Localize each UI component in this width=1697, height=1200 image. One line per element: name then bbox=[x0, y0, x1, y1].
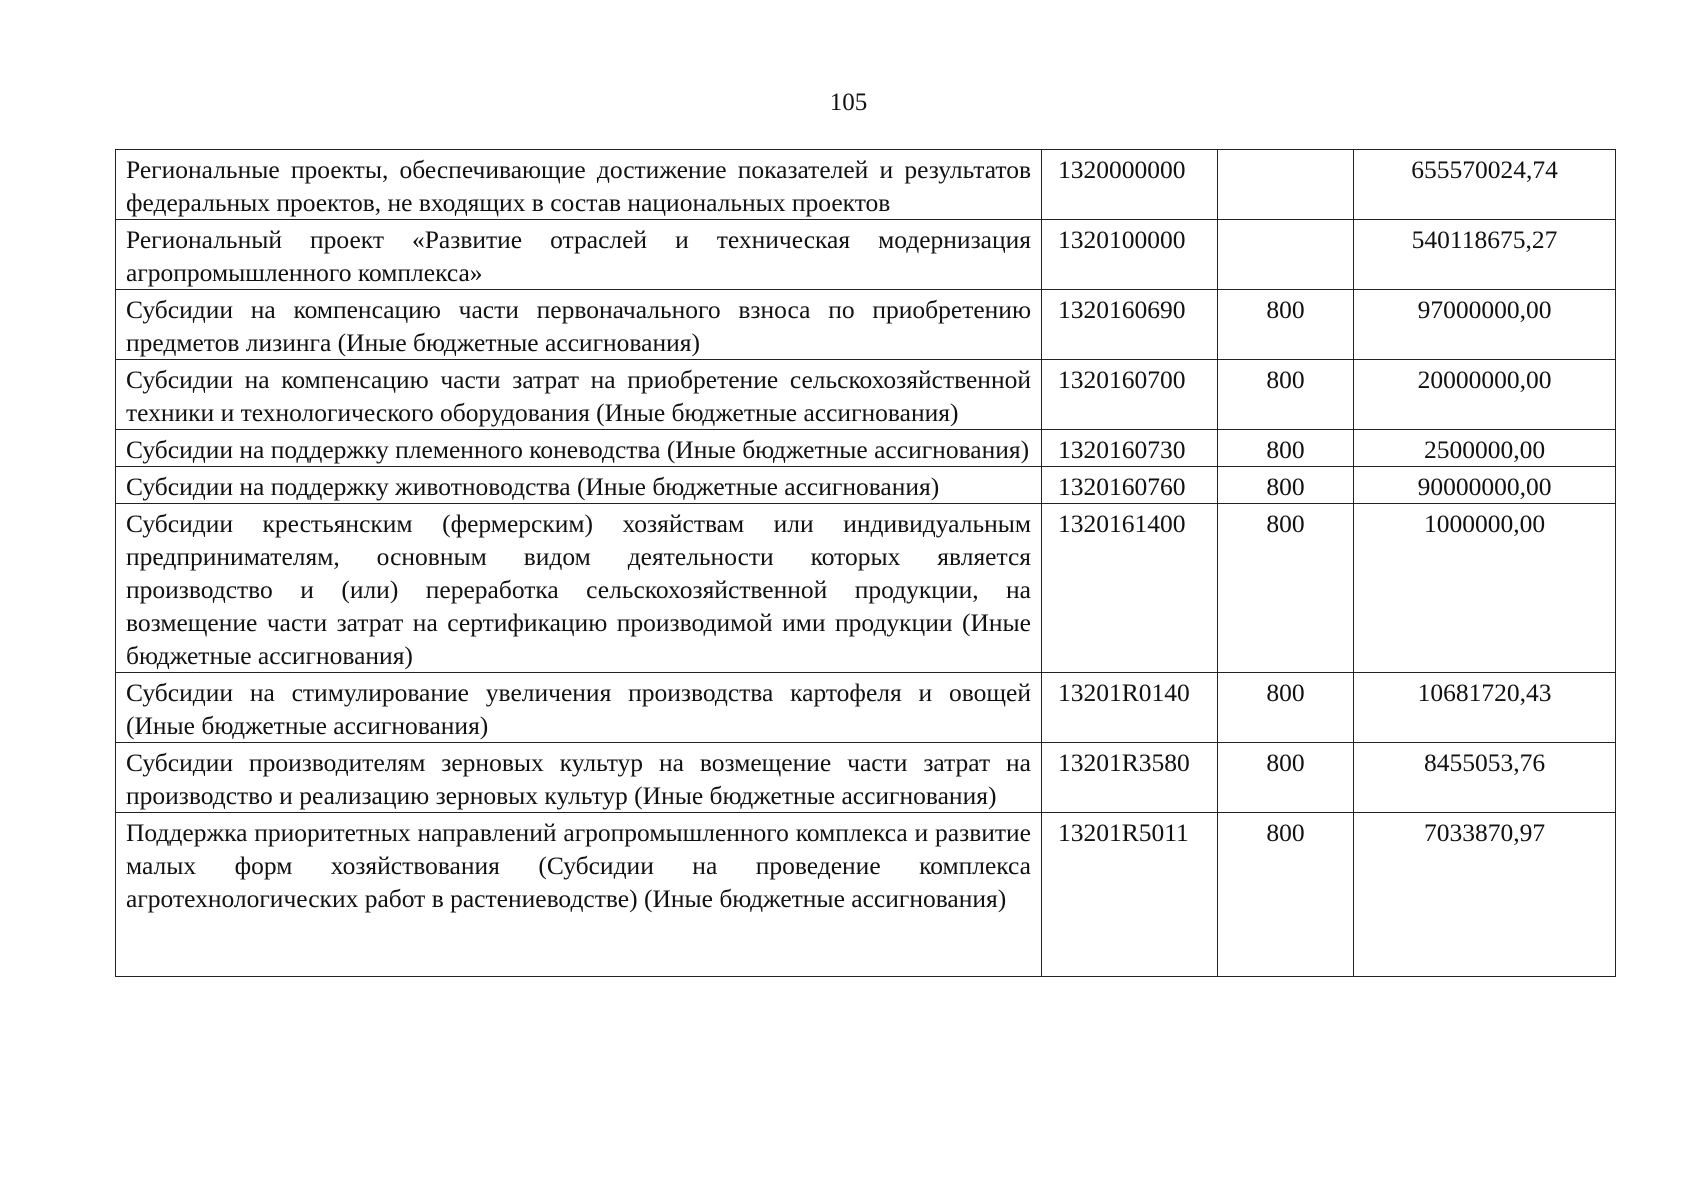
row-expense-type: 800 bbox=[1218, 430, 1354, 467]
row-description: Региональные проекты, обеспечивающие достижение показателей и результатов федеральных проектов, не входящих в состав национальных проектов bbox=[116, 150, 1042, 220]
row-amount: 8455053,76 bbox=[1354, 743, 1616, 813]
row-expense-type bbox=[1218, 150, 1354, 220]
row-code: 13201R5011 bbox=[1042, 813, 1218, 977]
row-description: Субсидии крестьянским (фермерским) хозяйствам или индивидуальным предпринимателям, основным видом деятельности которых является производство и (или) переработка сельскохозяйственной продукции, на возмещение части затрат на сертификацию производимой ими продукции (Иные бюджетные ассигнования) bbox=[116, 504, 1042, 673]
row-amount: 1000000,00 bbox=[1354, 504, 1616, 673]
row-code: 13201R3580 bbox=[1042, 743, 1218, 813]
row-expense-type: 800 bbox=[1218, 360, 1354, 430]
budget-table bbox=[115, 149, 1616, 977]
row-description: Субсидии на компенсацию части первоначального взноса по приобретению предметов лизинга (Иные бюджетные ассигнования) bbox=[116, 290, 1042, 360]
row-amount: 20000000,00 bbox=[1354, 360, 1616, 430]
table-row bbox=[116, 150, 1616, 220]
table-row bbox=[116, 743, 1616, 813]
row-expense-type: 800 bbox=[1218, 813, 1354, 977]
row-description: Субсидии на поддержку животноводства (Иные бюджетные ассигнования) bbox=[116, 467, 1042, 504]
row-code: 1320100000 bbox=[1042, 220, 1218, 290]
row-description: Поддержка приоритетных направлений агропромышленного комплекса и развитие малых форм хозяйствования (Субсидии на проведение комплекса агротехнологических работ в растениеводстве) (Иные бюджетные ассигнования) bbox=[116, 813, 1042, 977]
table-row bbox=[116, 290, 1616, 360]
page-number: 105 bbox=[829, 89, 868, 116]
row-expense-type: 800 bbox=[1218, 504, 1354, 673]
row-description: Региональный проект «Развитие отраслей и техническая модернизация агропромышленного комплекса» bbox=[116, 220, 1042, 290]
row-code: 1320160760 bbox=[1042, 467, 1218, 504]
row-amount: 655570024,74 bbox=[1354, 150, 1616, 220]
row-code: 1320160700 bbox=[1042, 360, 1218, 430]
row-expense-type: 800 bbox=[1218, 743, 1354, 813]
table-row bbox=[116, 467, 1616, 504]
row-expense-type: 800 bbox=[1218, 467, 1354, 504]
table-row bbox=[116, 813, 1616, 977]
row-expense-type: 800 bbox=[1218, 290, 1354, 360]
table-row bbox=[116, 504, 1616, 673]
row-amount: 540118675,27 bbox=[1354, 220, 1616, 290]
table-row bbox=[116, 220, 1616, 290]
row-description: Субсидии на стимулирование увеличения производства картофеля и овощей (Иные бюджетные ассигнования) bbox=[116, 673, 1042, 743]
row-amount: 2500000,00 bbox=[1354, 430, 1616, 467]
row-code: 13201R0140 bbox=[1042, 673, 1218, 743]
row-amount: 97000000,00 bbox=[1354, 290, 1616, 360]
table-row bbox=[116, 360, 1616, 430]
row-code: 1320160730 bbox=[1042, 430, 1218, 467]
row-description: Субсидии на поддержку племенного коневодства (Иные бюджетные ассигнования) bbox=[116, 430, 1042, 467]
row-expense-type bbox=[1218, 220, 1354, 290]
row-description: Субсидии на компенсацию части затрат на приобретение сельскохозяйственной техники и технологического оборудования (Иные бюджетные ассигнования) bbox=[116, 360, 1042, 430]
table-row bbox=[116, 430, 1616, 467]
row-description: Субсидии производителям зерновых культур на возмещение части затрат на производство и реализацию зерновых культур (Иные бюджетные ассигнования) bbox=[116, 743, 1042, 813]
row-code: 1320161400 bbox=[1042, 504, 1218, 673]
row-expense-type: 800 bbox=[1218, 673, 1354, 743]
row-amount: 90000000,00 bbox=[1354, 467, 1616, 504]
row-amount: 7033870,97 bbox=[1354, 813, 1616, 977]
row-code: 1320000000 bbox=[1042, 150, 1218, 220]
table-row bbox=[116, 673, 1616, 743]
row-amount: 10681720,43 bbox=[1354, 673, 1616, 743]
row-code: 1320160690 bbox=[1042, 290, 1218, 360]
